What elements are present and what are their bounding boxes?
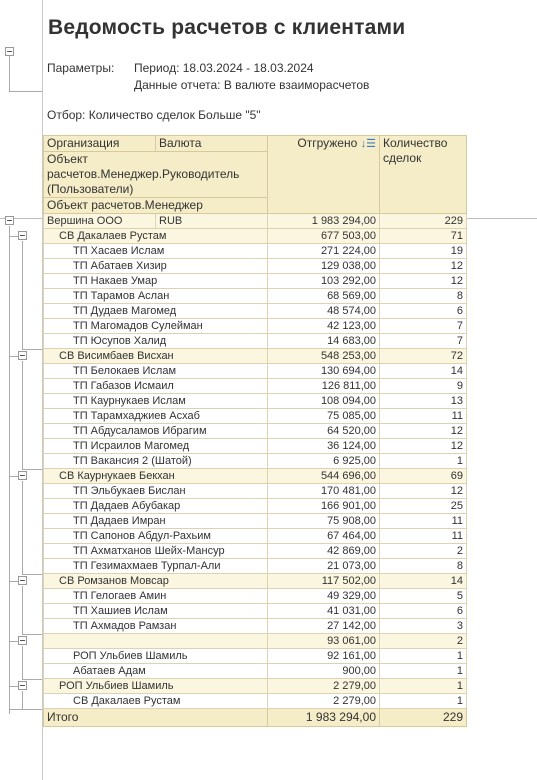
tree-line (9, 581, 18, 582)
tree-line (22, 586, 23, 634)
table-row[interactable] (44, 409, 467, 424)
row-currency: RUB (156, 214, 268, 229)
row-amount: 166 901,00 (268, 499, 380, 514)
row-amount: 75 908,00 (268, 514, 380, 529)
row-name: СВ Ромзанов Мовсар (44, 574, 268, 589)
report-title: Ведомость расчетов с клиентами (48, 16, 406, 39)
collapse-group-icon[interactable] (18, 351, 27, 360)
row-amount: 42 869,00 (268, 544, 380, 559)
row-amount: 14 683,00 (268, 334, 380, 349)
header-row (44, 136, 467, 152)
row-name: ТП Белокаев Ислам (44, 364, 268, 379)
row-amount: 92 161,00 (268, 649, 380, 664)
row-count: 12 (380, 484, 467, 499)
row-count: 5 (380, 589, 467, 604)
table-row[interactable] (44, 529, 467, 544)
row-amount: 68 569,00 (268, 289, 380, 304)
row-count: 25 (380, 499, 467, 514)
table-row[interactable] (44, 349, 467, 364)
row-name: ТП Хасаев Ислам (44, 244, 268, 259)
tree-line (22, 709, 42, 710)
table-row[interactable] (44, 259, 467, 274)
row-name: РОП Ульбиев Шамиль (44, 679, 268, 694)
collapse-group-icon[interactable] (18, 231, 27, 240)
row-count: 7 (380, 319, 467, 334)
row-amount: 93 061,00 (268, 634, 380, 649)
collapse-group-icon[interactable] (18, 471, 27, 480)
col-org-header[interactable]: Организация (44, 136, 156, 152)
tree-line (22, 679, 42, 680)
row-name: ТП Дудаев Магомед (44, 304, 268, 319)
row-amount: 677 503,00 (268, 229, 380, 244)
tree-line (9, 91, 42, 92)
col-object-header[interactable]: Объект расчетов.Менеджер.Руководитель (Пользователи) (44, 152, 268, 198)
filter-text: Отбор: Количество сделок Больше "5" (47, 108, 261, 122)
row-amount: 103 292,00 (268, 274, 380, 289)
params-period: Период: 18.03.2024 - 18.03.2024 (134, 61, 314, 75)
table-row[interactable] (44, 604, 467, 619)
row-name: ТП Тарамов Аслан (44, 289, 268, 304)
table-row[interactable] (44, 694, 467, 709)
table-row[interactable] (44, 484, 467, 499)
row-name: ТП Ахмадов Рамзан (44, 619, 268, 634)
row-count: 6 (380, 304, 467, 319)
row-count: 72 (380, 349, 467, 364)
row-amount: 48 574,00 (268, 304, 380, 319)
row-amount: 67 464,00 (268, 529, 380, 544)
row-count: 12 (380, 259, 467, 274)
tree-line (22, 634, 42, 635)
report-table (43, 135, 467, 727)
row-name: ТП Магомадов Сулейман (44, 319, 268, 334)
row-name (44, 634, 268, 649)
collapse-group-icon[interactable] (18, 681, 27, 690)
row-name: ТП Каурнукаев Ислам (44, 394, 268, 409)
row-amount: 108 094,00 (268, 394, 380, 409)
row-amount: 2 279,00 (268, 694, 380, 709)
row-amount: 548 253,00 (268, 349, 380, 364)
table-row[interactable] (44, 304, 467, 319)
row-amount: 170 481,00 (268, 484, 380, 499)
row-amount: 42 123,00 (268, 319, 380, 334)
row-name: ТП Юсупов Халид (44, 334, 268, 349)
table-row[interactable] (44, 664, 467, 679)
row-count: 13 (380, 394, 467, 409)
row-name: ТП Эльбукаев Бислан (44, 484, 268, 499)
row-amount: 271 224,00 (268, 244, 380, 259)
row-count: 12 (380, 274, 467, 289)
tree-line (22, 481, 23, 574)
row-amount: 41 031,00 (268, 604, 380, 619)
params-label: Параметры: (47, 61, 115, 75)
row-count: 1 (380, 454, 467, 469)
row-amount: 27 142,00 (268, 619, 380, 634)
row-amount: 75 085,00 (268, 409, 380, 424)
col-shipped-header[interactable]: Отгружено ↓☰ (268, 136, 380, 214)
total-row (44, 709, 467, 727)
row-name: РОП Ульбиев Шамиль (44, 649, 268, 664)
row-amount: 21 073,00 (268, 559, 380, 574)
table-row[interactable] (44, 244, 467, 259)
row-amount: 900,00 (268, 664, 380, 679)
table-row[interactable] (44, 649, 467, 664)
row-amount: 126 811,00 (268, 379, 380, 394)
tree-line (22, 361, 23, 469)
table-row[interactable] (44, 334, 467, 349)
row-amount: 6 925,00 (268, 454, 380, 469)
row-count: 12 (380, 439, 467, 454)
collapse-group-icon[interactable] (18, 636, 27, 645)
row-name: ТП Дадаев Абубакар (44, 499, 268, 514)
row-count: 14 (380, 364, 467, 379)
tree-line (22, 691, 23, 709)
row-count: 8 (380, 559, 467, 574)
row-count: 19 (380, 244, 467, 259)
col-count-header[interactable]: Количество сделок (380, 136, 467, 214)
row-amount: 1 983 294,00 (268, 214, 380, 229)
table-row[interactable] (44, 679, 467, 694)
table-row[interactable] (44, 319, 467, 334)
table-row[interactable] (44, 289, 467, 304)
table-row[interactable] (44, 364, 467, 379)
table-row[interactable] (44, 514, 467, 529)
tree-line (22, 574, 42, 575)
row-name: ТП Абатаев Хизир (44, 259, 268, 274)
row-amount: 49 329,00 (268, 589, 380, 604)
row-name: ТП Дадаев Имран (44, 514, 268, 529)
row-name: ТП Ахматханов Шейх-Мансур (44, 544, 268, 559)
table-row[interactable] (44, 499, 467, 514)
tree-line (9, 356, 18, 357)
row-count: 71 (380, 229, 467, 244)
tree-line (22, 646, 23, 679)
table-row[interactable] (44, 589, 467, 604)
table-row[interactable] (44, 619, 467, 634)
row-count: 11 (380, 409, 467, 424)
row-count: 7 (380, 334, 467, 349)
tree-line (22, 469, 42, 470)
row-name: Вершина ООО (44, 214, 156, 229)
total-count: 229 (380, 709, 467, 727)
row-name: Абатаев Адам (44, 664, 268, 679)
row-name: ТП Тарамхаджиев Асхаб (44, 409, 268, 424)
row-count: 9 (380, 379, 467, 394)
table-row[interactable] (44, 274, 467, 289)
collapse-group-icon[interactable] (5, 216, 14, 225)
collapse-group-icon[interactable] (18, 576, 27, 585)
row-name: ТП Габазов Исмаил (44, 379, 268, 394)
row-name: ТП Накаев Умар (44, 274, 268, 289)
row-amount: 129 038,00 (268, 259, 380, 274)
table-row[interactable] (44, 544, 467, 559)
table-row[interactable] (44, 229, 467, 244)
row-amount: 130 694,00 (268, 364, 380, 379)
row-name: ТП Гелогаев Амин (44, 589, 268, 604)
row-count: 11 (380, 529, 467, 544)
params-data: Данные отчета: В валюте взаиморасчетов (134, 78, 370, 92)
table-row[interactable] (44, 439, 467, 454)
tree-line (9, 686, 18, 687)
row-count: 8 (380, 289, 467, 304)
row-name: ТП Вакансия 2 (Шатой) (44, 454, 268, 469)
row-count: 2 (380, 544, 467, 559)
row-name: ТП Гезимахмаев Турпал-Али (44, 559, 268, 574)
table-row[interactable] (44, 379, 467, 394)
row-name: СВ Дакалаев Рустам (44, 694, 268, 709)
row-count: 1 (380, 694, 467, 709)
table-row[interactable] (44, 214, 467, 229)
collapse-params-icon[interactable] (5, 47, 14, 56)
tree-line (9, 236, 18, 237)
row-amount: 36 124,00 (268, 439, 380, 454)
table-row[interactable] (44, 634, 467, 649)
row-count: 11 (380, 514, 467, 529)
row-amount: 117 502,00 (268, 574, 380, 589)
tree-line (9, 476, 18, 477)
row-name: СВ Дакалаев Рустам (44, 229, 268, 244)
row-name: ТП Хашиев Ислам (44, 604, 268, 619)
row-count: 1 (380, 679, 467, 694)
row-name: СВ Каурнукаев Бекхан (44, 469, 268, 484)
row-count: 6 (380, 604, 467, 619)
table-row[interactable] (44, 469, 467, 484)
row-count: 14 (380, 574, 467, 589)
row-name: ТП Исраилов Магомед (44, 439, 268, 454)
row-name: ТП Абдусаламов Ибрагим (44, 424, 268, 439)
tree-line (9, 641, 18, 642)
tree-line (22, 241, 23, 349)
row-count: 3 (380, 619, 467, 634)
row-amount: 64 520,00 (268, 424, 380, 439)
tree-line (9, 56, 10, 91)
col-currency-header[interactable]: Валюта (156, 136, 268, 152)
table-row[interactable] (44, 424, 467, 439)
col-manager-header[interactable]: Объект расчетов.Менеджер (44, 198, 268, 214)
table-row[interactable] (44, 454, 467, 469)
row-count: 1 (380, 664, 467, 679)
row-count: 2 (380, 634, 467, 649)
row-amount: 544 696,00 (268, 469, 380, 484)
row-name: СВ Висимбаев Висхан (44, 349, 268, 364)
row-count: 12 (380, 424, 467, 439)
row-count: 229 (380, 214, 467, 229)
total-amount: 1 983 294,00 (268, 709, 380, 727)
table-row[interactable] (44, 574, 467, 589)
row-name: ТП Сапонов Абдул-Рахьим (44, 529, 268, 544)
sort-desc-icon[interactable]: ↓☰ (360, 138, 376, 150)
table-row[interactable] (44, 394, 467, 409)
table-row[interactable] (44, 559, 467, 574)
row-count: 1 (380, 649, 467, 664)
row-amount: 2 279,00 (268, 679, 380, 694)
row-count: 69 (380, 469, 467, 484)
total-label: Итого (44, 709, 268, 727)
tree-line (22, 349, 42, 350)
